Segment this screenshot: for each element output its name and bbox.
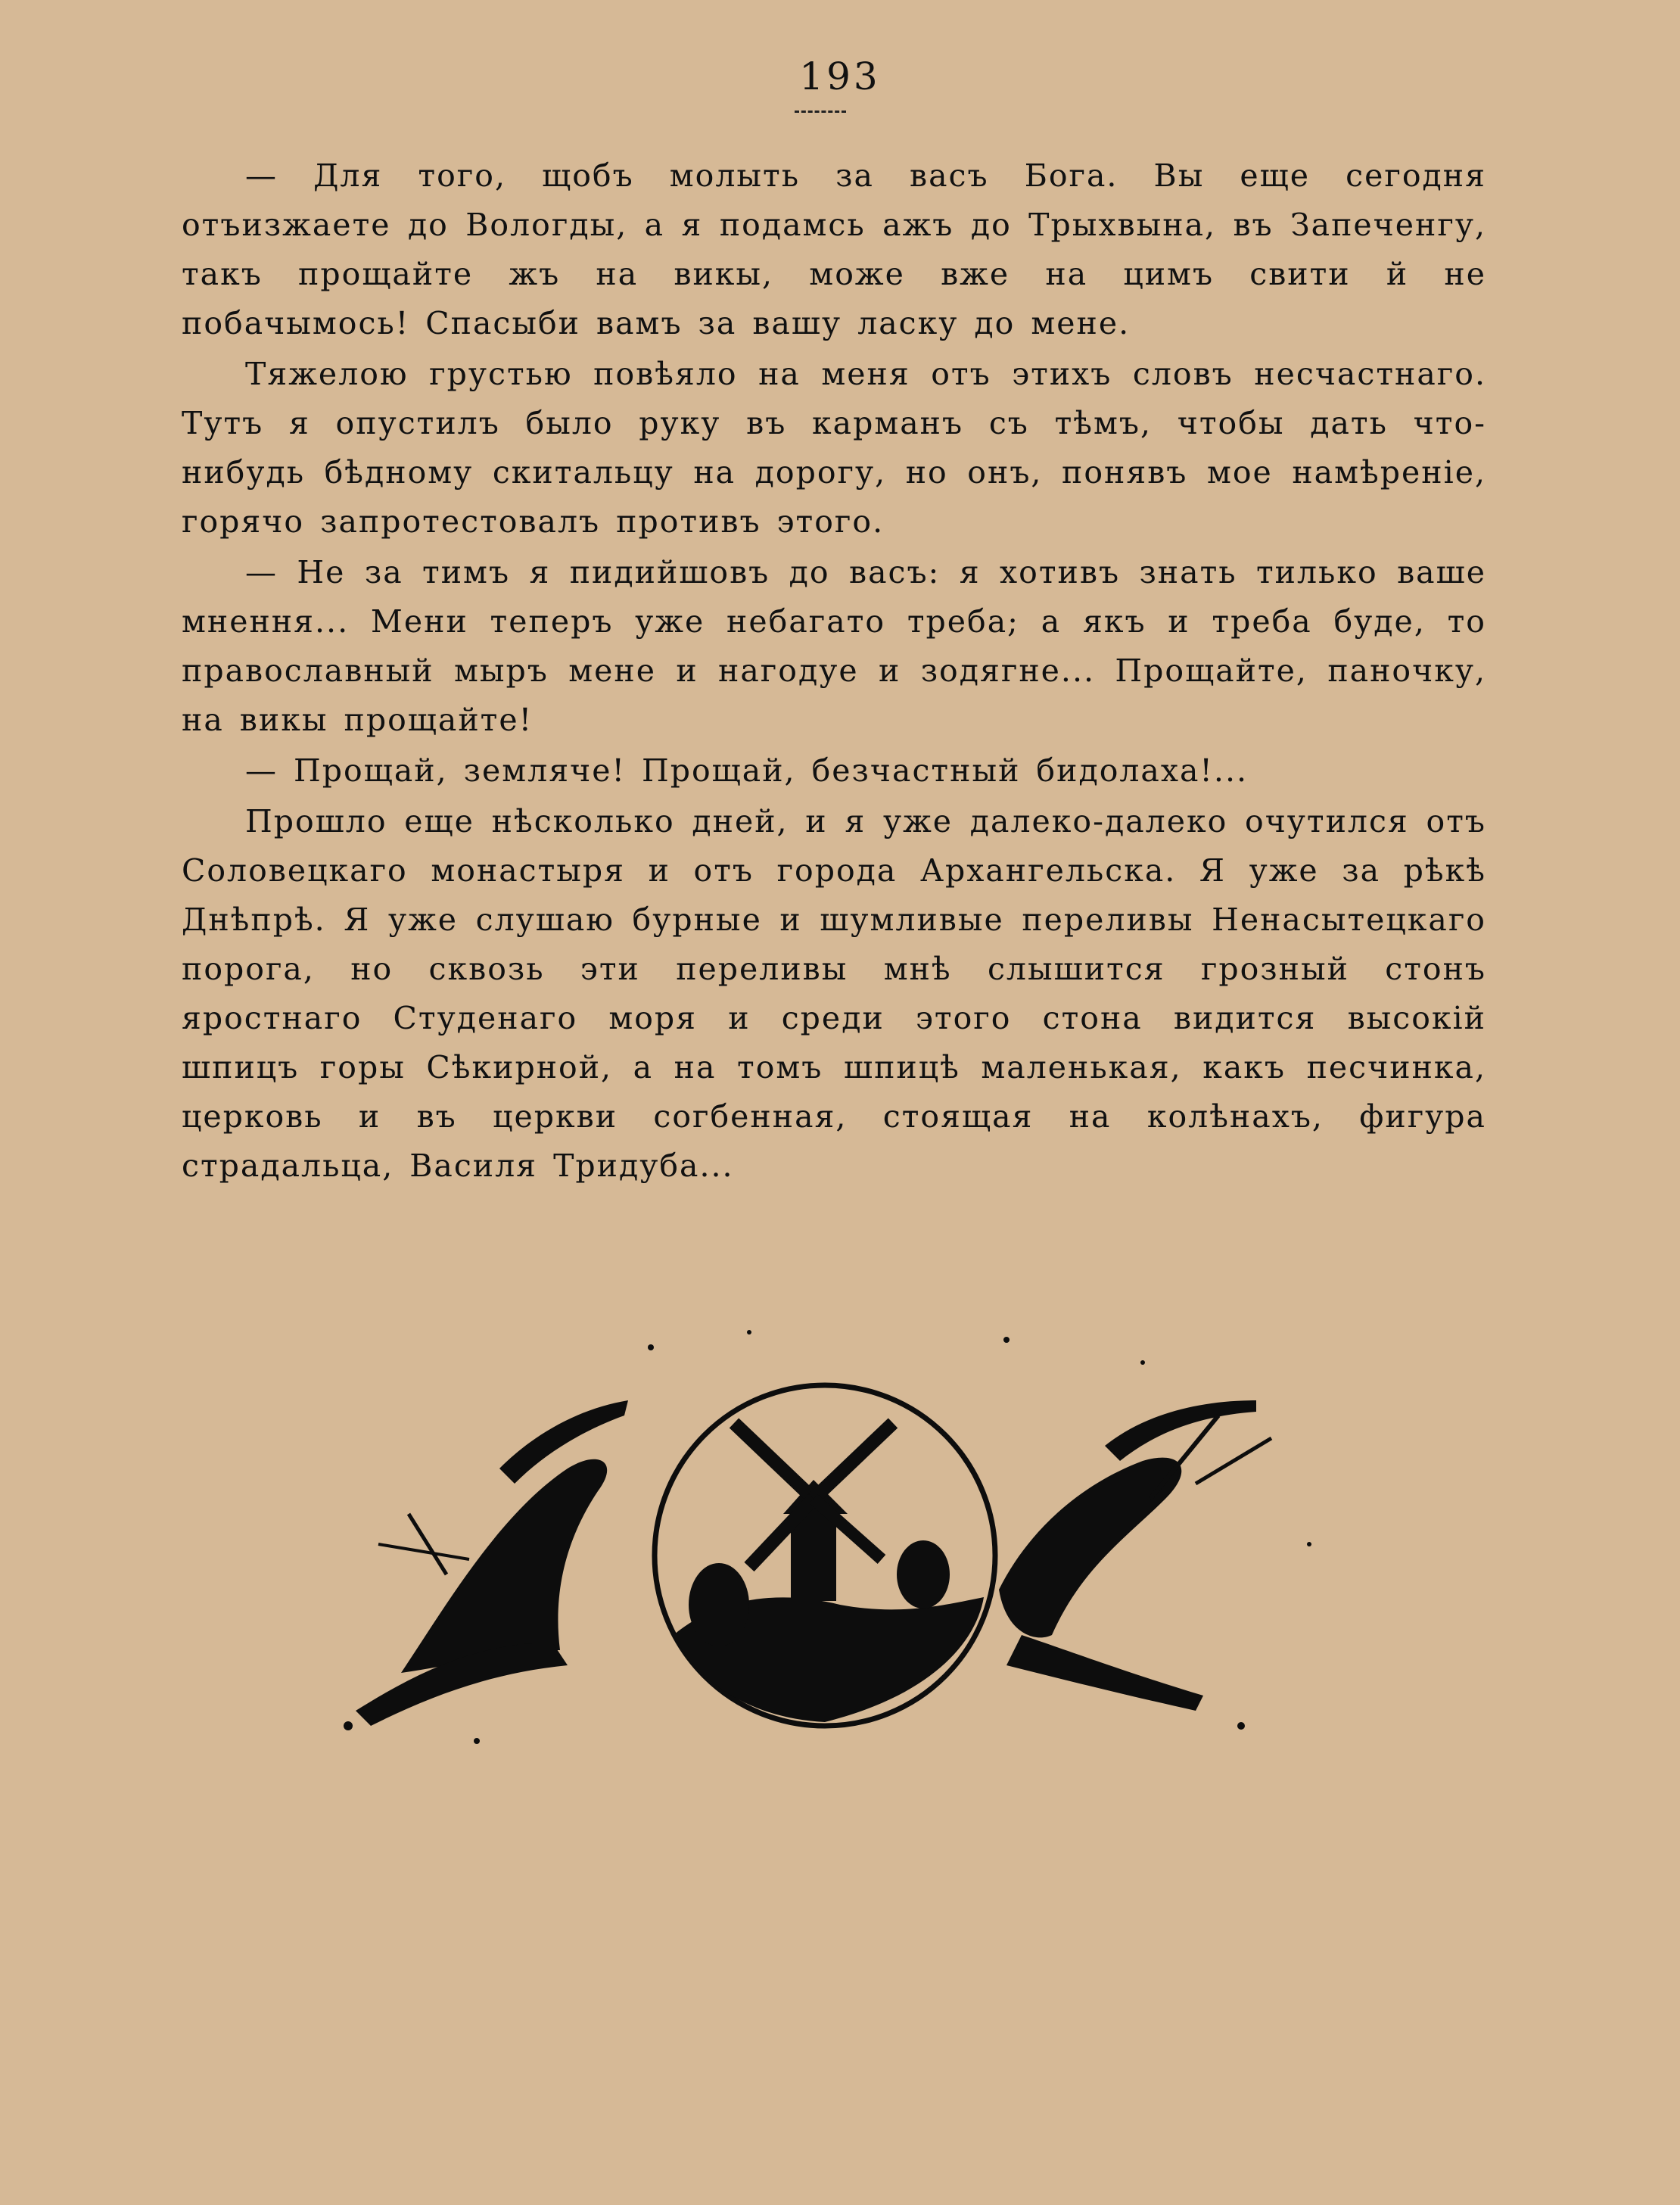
page-number: 193 — [799, 55, 881, 98]
windmill-vignette-icon — [325, 1317, 1347, 1756]
paragraph: Тяжелою грустью повѣяло на меня отъ этихъ словъ несчастнаго. Тутъ я опустилъ было руку въ карманъ съ тѣмъ, чтобы дать что-нибудь бѣдному скитальцу на дорогу, но онъ, понявъ мое намѣреніе, горячо запротестовалъ противъ этого. — [182, 356, 1486, 540]
body-text — [182, 151, 1486, 1192]
paragraph: Прошло еще нѣсколько дней, и я уже далеко-далеко очутился отъ Соловецкаго монастыря и отъ города Архангельска. Я уже за рѣкѣ Днѣпрѣ. Я уже слушаю бурные и шумливые переливы Ненасытецкаго порога, но сквозь эти переливы мнѣ слышится грозный стонъ яростнаго Студенаго моря и среди этого стона видится высокій шпицъ горы Сѣкирной, а на томъ шпицѣ маленькая, какъ песчинка, церковь и въ церкви согбенная, стоящая на колѣнахъ, фигура страдальца, Василя Тридуба... — [182, 803, 1486, 1184]
paragraph: — Для того, щобъ молыть за васъ Бога. Вы еще сегодня отъизжаете до Вологды, а я подамсь ажъ до Трыхвына, въ Запеченгу, такъ прощайте жъ на викы, може вже на цимъ свити й не побачымось! Спасыби вамъ за вашу ласку до мене. — [182, 157, 1486, 341]
paragraph: — Не за тимъ я пидийшовъ до васъ: я хотивъ знать тилько ваше мнення... Мени теперъ уже небагато треба; а якъ и треба буде, то православный мыръ мене и нагодуе и зодягне... Прощайте, паночку, на викы прощайте! — [182, 554, 1486, 738]
paragraph: — Прощай, земляче! Прощай, безчастный бидолаха!... — [245, 752, 1249, 789]
page-number-rule — [795, 111, 846, 113]
